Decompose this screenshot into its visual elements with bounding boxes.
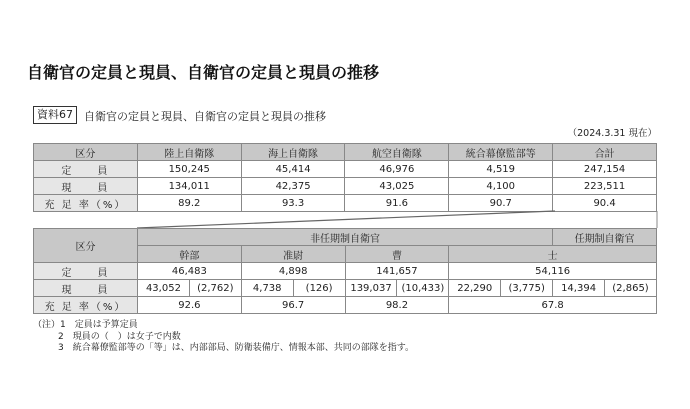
cell: 139,037 (345, 280, 397, 297)
header-cell: 合計 (553, 144, 657, 161)
cell: 4,100 (449, 178, 553, 195)
note-item: 2 現員の（ ）は女子で内数 (58, 331, 181, 342)
row-label: 現 員 (34, 178, 138, 195)
header-cell: 航空自衛隊 (345, 144, 449, 161)
header-cell: 非任期制自衛官 (138, 229, 553, 246)
header-cell: 准尉 (241, 246, 345, 263)
cell: 93.3 (241, 195, 345, 212)
header-cell: 曹 (345, 246, 449, 263)
cell: 89.2 (137, 195, 241, 212)
table-row (34, 280, 657, 297)
breakdown-table (33, 228, 657, 314)
cell: 90.7 (449, 195, 553, 212)
note-item: 3 統合幕僚監部等の「等」は、内部部局、防衛装備庁、情報本部、共同の部隊を指す。 (58, 343, 415, 353)
row-label: 充 足 率（%） (34, 195, 138, 212)
cell: 134,011 (137, 178, 241, 195)
table-header-row (34, 229, 657, 246)
as-of-date: （2024.3.31 現在） (567, 128, 657, 139)
cell: 54,116 (449, 263, 657, 280)
cell: 223,511 (553, 178, 657, 195)
table-row (34, 263, 657, 280)
cell: 4,519 (449, 161, 553, 178)
row-label: 現 員 (34, 280, 138, 297)
cell: 22,290 (449, 280, 501, 297)
cell: 45,414 (241, 161, 345, 178)
table-row (34, 297, 657, 314)
header-cell: 海上自衛隊 (241, 144, 345, 161)
cell: 14,394 (553, 280, 605, 297)
cell: (126) (293, 280, 345, 297)
material-title: 自衛官の定員と現員、自衛官の定員と現員の推移 (84, 110, 326, 123)
row-label: 定 員 (34, 161, 138, 178)
notes (33, 320, 414, 355)
cell: 98.2 (345, 297, 449, 314)
material-number-badge: 資料67 (33, 106, 77, 124)
cell: (10,433) (397, 280, 449, 297)
cell: 150,245 (137, 161, 241, 178)
row-label: 充 足 率（%） (34, 297, 138, 314)
cell: 91.6 (345, 195, 449, 212)
header-cell: 区分 (34, 144, 138, 161)
cell: 67.8 (449, 297, 657, 314)
cell: (3,775) (501, 280, 553, 297)
cell: 92.6 (138, 297, 242, 314)
row-label: 定 員 (34, 263, 138, 280)
header-cell: 統合幕僚監部等 (449, 144, 553, 161)
cell: (2,762) (189, 280, 241, 297)
cell: 43,025 (345, 178, 449, 195)
cell: 42,375 (241, 178, 345, 195)
cell: 4,738 (241, 280, 293, 297)
cell: 247,154 (553, 161, 657, 178)
cell: 43,052 (138, 280, 190, 297)
cell: 4,898 (241, 263, 345, 280)
header-cell: 士 (449, 246, 657, 263)
cell: 46,976 (345, 161, 449, 178)
cell: 96.7 (241, 297, 345, 314)
note-item: （注）1 定員は予算定員 (33, 320, 138, 330)
cell: 46,483 (138, 263, 242, 280)
header-cell: 任期制自衛官 (553, 229, 657, 246)
cell: 90.4 (553, 195, 657, 212)
header-cell: 区分 (34, 229, 138, 263)
cell: 141,657 (345, 263, 449, 280)
cell: (2,865) (605, 280, 657, 297)
page-title: 自衛官の定員と現員、自衛官の定員と現員の推移 (27, 63, 380, 82)
header-cell: 幹部 (138, 246, 242, 263)
header-cell: 陸上自衛隊 (137, 144, 241, 161)
